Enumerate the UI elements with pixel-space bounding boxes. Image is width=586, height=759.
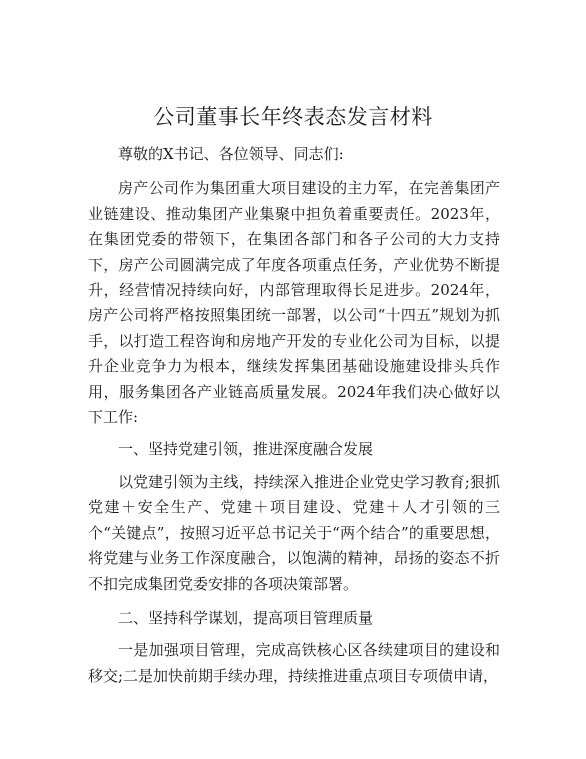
section-heading-2: 二、坚持科学谋划，提高项目管理质量 [118, 608, 374, 627]
intro-paragraph: 房产公司作为集团重大项目建设的主力军，在完善集团产业链建设、推动集团产业集聚中担负着重要责任。2023年，在集团党委的带领下，在集团各部门和各子公司的大力支持下，房产公司圆满完成了年度各项重点任务，产业优势不断提升，经营情况持续向好，内部管理取得长足进步。2024年，房产公司将严格按照集团统一部署，以公司“十四五”规划为抓手，以打造工程咨询和房地产开发的专业化公司为目标，以提升企业竞争力为根本，继续发挥集团基础设施建设排头兵作用，服务集团各产业链高质量发展。2024年我们决心做好以下工作: [88, 179, 500, 427]
section-body-2: 一是加强项目管理，完成高铁核心区各续建项目的建设和移交;二是加快前期手续办理，持续推进重点项目专项债申请， [88, 641, 500, 685]
document-body [88, 142, 500, 689]
document-title: 公司董事长年终表态发言材料 [153, 105, 433, 129]
section-heading-1: 一、坚持党建引领，推进深度融合发展 [118, 440, 374, 459]
salutation: 尊敬的X书记、各位领导、同志们: [118, 145, 344, 163]
section-body-1: 以党建引领为主线，持续深入推进企业党史学习教育;狠抓党建＋安全生产、党建＋项目建设、党建＋人才引领的三个“关键点”，按照习近平总书记关于“两个结合”的重要思想，将党建与业务工作深度融合，以饱满的精神，昂扬的姿态不折不扣完成集团党委安排的各项决策部署。 [88, 472, 500, 593]
